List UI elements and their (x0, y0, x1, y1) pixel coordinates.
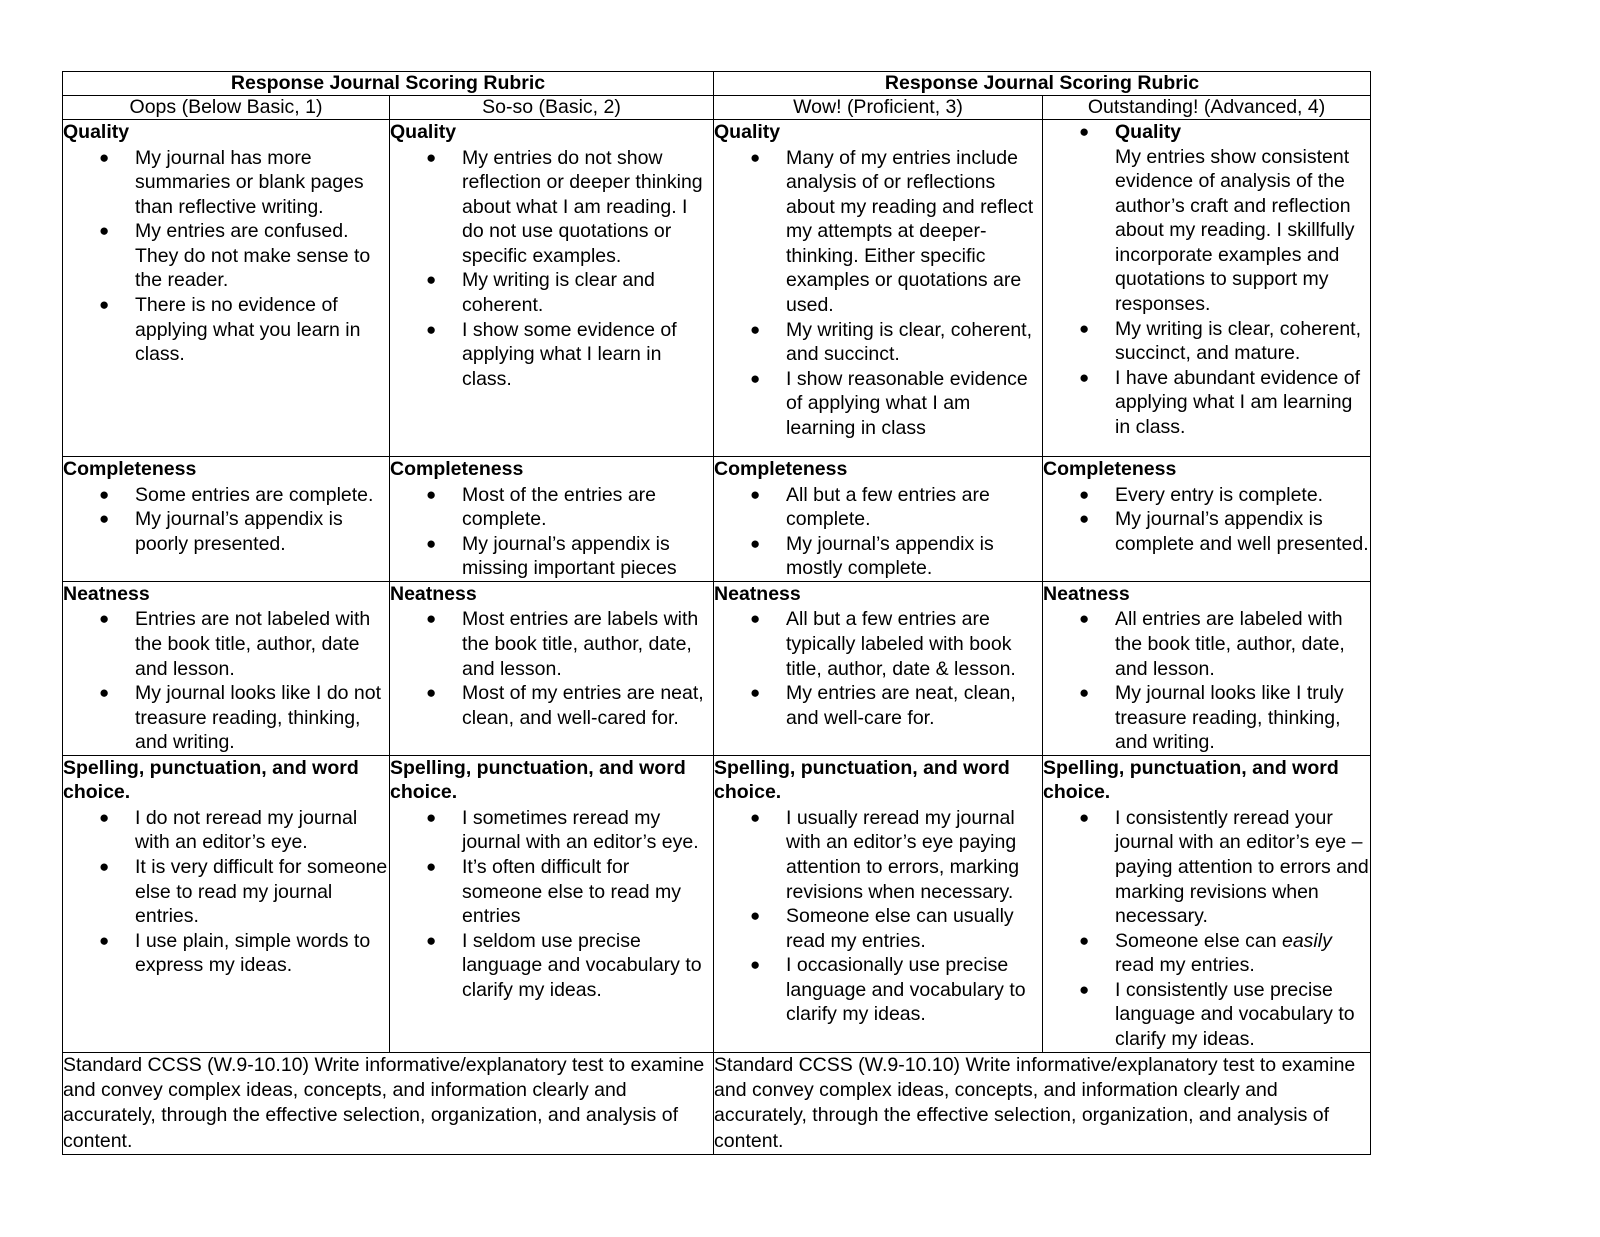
list-item (714, 532, 1042, 581)
criteria-heading: Quality (714, 121, 781, 143)
list-item (1043, 806, 1370, 929)
list-item (714, 146, 1042, 318)
standard-text-left: Standard CCSS (W.9-10.10) Write informative/explanatory test to examine and convey complex ideas, concepts, and information clearly and accurately, through the effective selection, organization, and analysis of content. (63, 1052, 714, 1154)
bullet-text: Entries are not labeled with the book title, author, date and lesson. (135, 608, 371, 680)
criteria-bullet-list (63, 146, 389, 367)
bullet-text: I occasionally use precise language and vocabulary to clarify my ideas. (786, 954, 1026, 1026)
list-item (390, 483, 713, 532)
criteria-bullet-list (390, 146, 713, 392)
bullet-icon: ● (426, 609, 437, 629)
bullet-text: I have abundant evidence of applying what I am learning in class. (1115, 366, 1361, 438)
list-item (714, 904, 1042, 953)
bullet-icon: ● (99, 683, 110, 703)
list-item (390, 929, 713, 1003)
list-item (390, 268, 713, 317)
list-item (714, 318, 1042, 367)
cell-quality-level2 (390, 120, 714, 457)
cell-quality-level4 (1043, 120, 1371, 457)
bullet-icon: ● (750, 533, 761, 553)
criteria-row-quality (63, 120, 1371, 457)
bullet-icon: ● (99, 147, 110, 167)
list-item (714, 681, 1042, 730)
bullet-text: There is no evidence of applying what you learn in class. (135, 293, 361, 366)
criteria-heading: Quality (1115, 121, 1182, 143)
bullet-icon: ● (99, 221, 110, 241)
criteria-row-neatness (63, 581, 1371, 755)
criteria-heading: Spelling, punctuation, and word choice. (390, 756, 686, 804)
criteria-bullet-list (1043, 120, 1370, 439)
criteria-bullet-list (390, 806, 713, 1003)
bullet-text: My journal looks like I truly treasure reading, thinking, and writing. (1115, 682, 1344, 754)
bullet-text: My writing is clear and coherent. (462, 269, 655, 316)
bullet-icon: ● (99, 930, 110, 950)
bullet-text: I consistently use precise language and vocabulary to clarify my ideas. (1115, 978, 1355, 1050)
cell-neatness-level3 (714, 581, 1043, 755)
criteria-row-spelling (63, 755, 1371, 1052)
table-title-row (63, 72, 1371, 96)
bullet-icon: ● (99, 609, 110, 629)
bullet-text: I usually reread my journal with an editor’s eye paying attention to errors, marking revisions when necessary. (786, 806, 1020, 903)
bullet-icon: ● (426, 319, 437, 339)
bullet-icon: ● (99, 294, 110, 314)
criteria-bullet-list (714, 806, 1042, 1027)
table-level-header-row (63, 96, 1371, 120)
level-header-2: So-so (Basic, 2) (390, 96, 714, 120)
list-item (390, 146, 713, 269)
list-item (63, 929, 389, 978)
list-item (63, 507, 389, 556)
bullet-text: All entries are labeled with the book title, author, date, and lesson. (1115, 608, 1345, 680)
bullet-icon: ● (750, 484, 761, 504)
bullet-icon: ● (1079, 509, 1090, 529)
list-item (63, 806, 389, 855)
cell-spelling-level1 (63, 755, 390, 1052)
list-item (1043, 681, 1370, 755)
bullet-text: My journal has more summaries or blank pages than reflective writing. (135, 146, 364, 218)
criteria-bullet-list (1043, 607, 1370, 754)
criteria-bullet-list (63, 806, 389, 978)
list-item (714, 953, 1042, 1027)
bullet-text: I use plain, simple words to express my ideas. (135, 929, 371, 977)
criteria-bullet-list (63, 483, 389, 557)
bullet-icon: ● (750, 368, 761, 388)
bullet-icon: ● (1079, 683, 1090, 703)
bullet-text: Someone else can easily read my entries. (1115, 929, 1332, 977)
list-item (714, 806, 1042, 904)
bullet-icon: ● (1079, 979, 1090, 999)
criteria-heading-continuation: My entries show consistent evidence of analysis of the author’s craft and reflection about my reading. I skillfully incorporate examples and quotations to support my responses. (1115, 145, 1355, 315)
bullet-text: It is very difficult for someone else to read my journal entries. (135, 856, 388, 928)
bullet-text: My journal’s appendix is complete and well presented. (1115, 508, 1369, 555)
rubric-title-left: Response Journal Scoring Rubric (63, 72, 714, 96)
list-item (63, 681, 389, 755)
bullet-icon: ● (426, 683, 437, 703)
bullet-text: My journal’s appendix is mostly complete. (786, 532, 994, 580)
criteria-heading: Completeness (1043, 458, 1177, 480)
bullet-icon: ● (750, 319, 761, 339)
criteria-bullet-list (63, 607, 389, 754)
bullet-icon: ● (1079, 122, 1090, 141)
list-item (63, 146, 389, 220)
criteria-heading: Neatness (63, 582, 150, 605)
criteria-row-completeness (63, 457, 1371, 582)
bullet-text: My journal’s appendix is poorly presented. (135, 508, 343, 555)
list-item (390, 855, 713, 929)
criteria-bullet-list (1043, 483, 1370, 557)
bullet-text: I show some evidence of applying what I learn in class. (462, 318, 677, 390)
bullet-icon: ● (426, 484, 437, 504)
bullet-text: Most of my entries are neat, clean, and well-cared for. (462, 682, 704, 729)
emphasized-word: easily (1281, 929, 1332, 952)
bullet-text: Every entry is complete. (1115, 483, 1324, 506)
bullet-text: I sometimes reread my journal with an editor’s eye. (462, 806, 699, 854)
bullet-text: Most of the entries are complete. (462, 483, 657, 531)
list-item (714, 607, 1042, 681)
bullet-text: My writing is clear, coherent, and succinct. (786, 318, 1033, 366)
criteria-bullet-list (714, 483, 1042, 581)
bullet-text: I consistently reread your journal with an editor’s eye –paying attention to errors and marking revisions when necessary. (1115, 806, 1369, 928)
cell-quality-level1 (63, 120, 390, 457)
bullet-icon: ● (426, 807, 437, 827)
list-item (1043, 929, 1370, 978)
bullet-text: Most entries are labels with the book title, author, date, and lesson. (462, 608, 699, 680)
bullet-icon: ● (99, 509, 110, 529)
bullet-icon: ● (750, 147, 761, 167)
bullet-icon: ● (750, 609, 761, 629)
criteria-bullet-list (390, 607, 713, 730)
list-item (1043, 483, 1370, 508)
standard-text-right: Standard CCSS (W.9-10.10) Write informative/explanatory test to examine and convey complex ideas, concepts, and information clearly and accurately, through the effective selection, organization, and analysis of content. (714, 1052, 1371, 1154)
bullet-text: I do not reread my journal with an editor’s eye. (135, 806, 358, 854)
bullet-text: Someone else can usually read my entries. (786, 905, 1014, 952)
criteria-heading: Completeness (63, 458, 197, 480)
criteria-heading: Neatness (390, 582, 477, 605)
list-item (390, 532, 713, 581)
bullet-icon: ● (1079, 930, 1090, 950)
criteria-heading: Neatness (1043, 582, 1130, 605)
bullet-text: Many of my entries include analysis of or reflections about my reading and reflect my attempts at deeper-thinking. Either specific examples or quotations are used. (786, 146, 1034, 316)
bullet-icon: ● (99, 484, 110, 504)
criteria-heading: Spelling, punctuation, and word choice. (1043, 756, 1339, 804)
bullet-icon: ● (99, 807, 110, 827)
bullet-text: My journal looks like I do not treasure reading, thinking, and writing. (135, 682, 382, 754)
level-header-4: Outstanding! (Advanced, 4) (1043, 96, 1371, 120)
criteria-heading: Quality (63, 121, 130, 143)
bullet-text: My journal’s appendix is missing important pieces (462, 532, 677, 580)
bullet-icon: ● (1079, 807, 1090, 827)
bullet-text: All but a few entries are complete. (786, 483, 990, 531)
bullet-text: I seldom use precise language and vocabulary to clarify my ideas. (462, 929, 702, 1001)
bullet-icon: ● (1079, 609, 1090, 629)
list-item (1043, 607, 1370, 681)
bullet-icon: ● (426, 270, 437, 290)
cell-completeness-level3 (714, 457, 1043, 582)
bullet-text: My entries are confused. They do not make sense to the reader. (135, 220, 371, 292)
standard-footer-row (63, 1052, 1371, 1154)
list-item (390, 806, 713, 855)
bullet-icon: ● (99, 857, 110, 876)
criteria-heading: Completeness (714, 458, 848, 480)
criteria-heading: Neatness (714, 582, 801, 605)
cell-quality-level3 (714, 120, 1043, 457)
rubric-title-right: Response Journal Scoring Rubric (714, 72, 1371, 96)
list-item (1043, 507, 1370, 556)
bullet-icon: ● (426, 533, 437, 553)
criteria-bullet-list (714, 146, 1042, 441)
criteria-heading: Spelling, punctuation, and word choice. (714, 756, 1010, 804)
criteria-heading: Completeness (390, 458, 524, 480)
bullet-icon: ● (426, 857, 437, 876)
scoring-rubric-table (62, 71, 1371, 1155)
bullet-icon: ● (1079, 318, 1090, 338)
list-item (390, 681, 713, 730)
cell-completeness-level1 (63, 457, 390, 582)
bullet-icon: ● (1079, 367, 1090, 387)
bullet-text: My entries do not show reflection or deeper thinking about what I am reading. I do not use quotations or specific examples. (462, 146, 703, 267)
list-item (714, 367, 1042, 441)
criteria-bullet-list (1043, 806, 1370, 1052)
criteria-bullet-list (390, 483, 713, 581)
bullet-text: All but a few entries are typically labeled with book title, author, date & lesson. (786, 608, 1016, 680)
bullet-text: It’s often difficult for someone else to read my entries (462, 856, 681, 928)
bullet-icon: ● (1079, 484, 1090, 504)
criteria-heading: Spelling, punctuation, and word choice. (63, 756, 359, 804)
bullet-icon: ● (750, 955, 761, 975)
cell-completeness-level4 (1043, 457, 1371, 582)
bullet-icon: ● (750, 906, 761, 926)
cell-neatness-level4 (1043, 581, 1371, 755)
list-item (63, 607, 389, 681)
bullet-text: My writing is clear, coherent, succinct, and mature. (1115, 317, 1362, 365)
list-item (1043, 366, 1370, 440)
bullet-icon: ● (750, 807, 761, 827)
list-item (1043, 120, 1370, 317)
list-item (63, 855, 389, 929)
list-item (1043, 978, 1370, 1052)
cell-spelling-level2 (390, 755, 714, 1052)
list-item (63, 219, 389, 293)
cell-completeness-level2 (390, 457, 714, 582)
bullet-text: My entries are neat, clean, and well-care for. (786, 682, 1016, 729)
list-item (63, 293, 389, 367)
list-item (63, 483, 389, 508)
cell-neatness-level1 (63, 581, 390, 755)
cell-spelling-level3 (714, 755, 1043, 1052)
level-header-3: Wow! (Proficient, 3) (714, 96, 1043, 120)
level-header-1: Oops (Below Basic, 1) (63, 96, 390, 120)
bullet-icon: ● (426, 930, 437, 950)
list-item (390, 318, 713, 392)
criteria-heading: Quality (390, 121, 457, 143)
bullet-icon: ● (750, 683, 761, 703)
cell-spelling-level4 (1043, 755, 1371, 1052)
bullet-text: I show reasonable evidence of applying what I am learning in class (786, 367, 1028, 439)
list-item (714, 483, 1042, 532)
list-item (390, 607, 713, 681)
criteria-bullet-list (714, 607, 1042, 730)
list-item (1043, 317, 1370, 366)
bullet-icon: ● (426, 147, 437, 167)
cell-neatness-level2 (390, 581, 714, 755)
bullet-text: Some entries are complete. (135, 483, 374, 506)
